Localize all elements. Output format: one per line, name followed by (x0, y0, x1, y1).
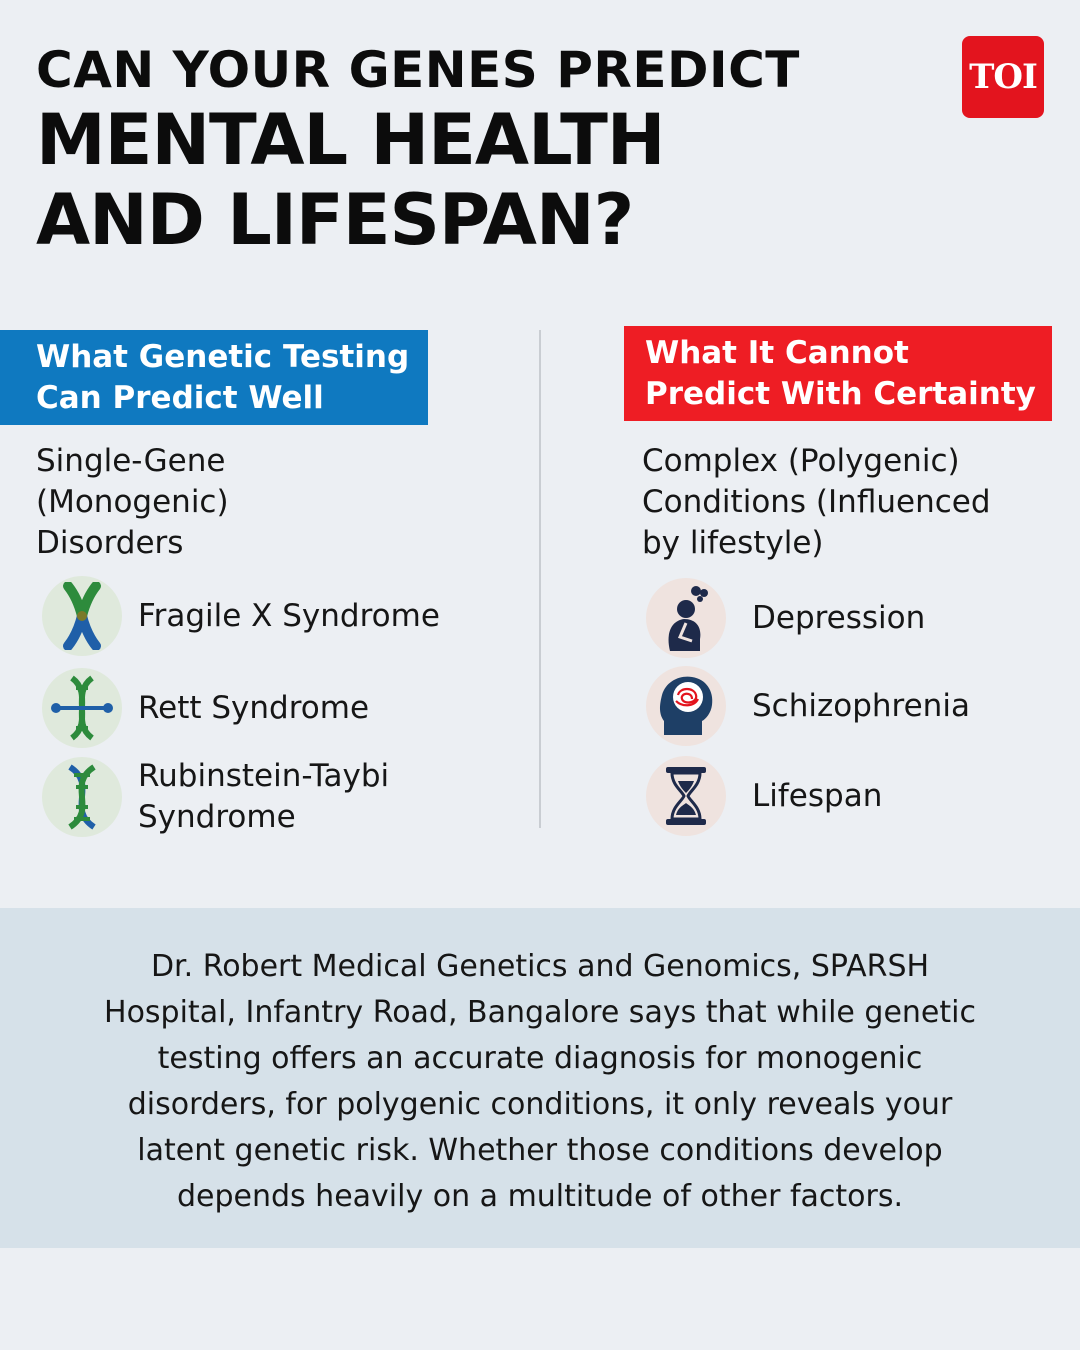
list-item-depression (646, 578, 925, 658)
left-subheading-line: Disorders (36, 525, 184, 561)
list-item-lifespan (646, 756, 882, 836)
right-column-heading (624, 326, 1052, 421)
quote-line: Dr. Robert Medical Genetics and Genomics, SPARSH (150, 949, 930, 984)
right-subheading-line: Complex (Polygenic) (642, 443, 960, 479)
item-label: Schizophrenia (752, 687, 970, 724)
dna-molecule-icon (42, 668, 122, 748)
quote-line: testing offers an accurate diagnosis for monogenic (157, 1041, 923, 1076)
headline (36, 40, 916, 260)
item-label: Rubinstein-Taybi Syndrome (138, 758, 390, 835)
chromosome-icon (42, 576, 122, 656)
list-item-rett (42, 668, 369, 748)
left-column-heading (0, 330, 428, 425)
right-subheading-line: Conditions (Influenced (642, 484, 991, 520)
hourglass-icon (646, 756, 726, 836)
dna-helix-icon (42, 757, 122, 837)
left-subheading-line: Single-Gene (36, 443, 226, 479)
column-divider (539, 330, 541, 828)
left-heading-line: What Genetic Testing (36, 339, 410, 375)
item-label: Fragile X Syndrome (138, 597, 440, 634)
quote-line: depends heavily on a multitude of other factors. (176, 1179, 904, 1214)
left-subheading (36, 441, 229, 564)
item-label: Lifespan (752, 777, 883, 814)
expert-quote (40, 944, 1040, 1220)
sad-person-icon (646, 578, 726, 658)
right-subheading (642, 441, 991, 564)
headline-line-2: MENTAL HEALTH (36, 99, 665, 181)
toi-logo: TOI (962, 36, 1044, 118)
headline-line-1: CAN YOUR GENES PREDICT (36, 41, 800, 99)
list-item-fragile-x (42, 576, 440, 656)
left-subheading-line: (Monogenic) (36, 484, 229, 520)
tangled-brain-icon (646, 666, 726, 746)
list-item-schizophrenia (646, 666, 970, 746)
right-subheading-line: by lifestyle) (642, 525, 824, 561)
right-heading-line: What It Cannot (645, 335, 909, 371)
headline-line-3: AND LIFESPAN? (36, 179, 634, 261)
item-label: Depression (752, 599, 926, 636)
right-heading-line: Predict With Certainty (645, 376, 1036, 412)
quote-line: latent genetic risk. Whether those conditions develop (137, 1133, 943, 1168)
quote-line: Hospital, Infantry Road, Bangalore says that while genetic (104, 995, 976, 1030)
item-label: Rett Syndrome (138, 689, 370, 726)
quote-line: disorders, for polygenic conditions, it only reveals your (127, 1087, 953, 1122)
list-item-rubinstein-taybi (42, 756, 389, 838)
left-heading-line: Can Predict Well (36, 380, 324, 416)
